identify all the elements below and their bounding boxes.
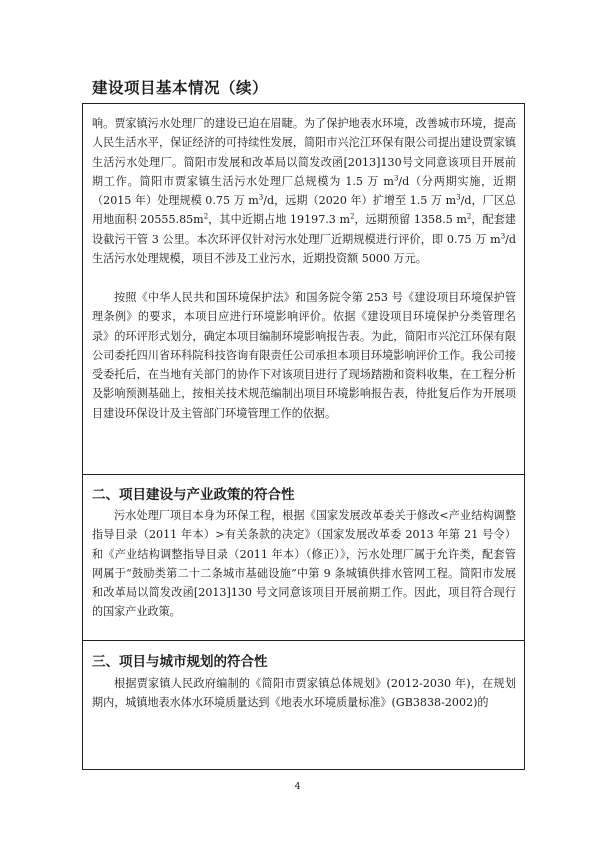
text-run: /d，厂区总用地面积 20555.85m [92,194,517,227]
superscript: 2 [466,212,472,221]
section-3-body: 根据贾家镇人民政府编制的《简阳市贾家镇总体规划》(2012-2030 年)，在规划期内，城镇地表水体水环境质量达到《地表水环境质量标准》(GB3838-2002)的 [92,677,516,710]
section-divider [83,474,524,475]
superscript: 3 [456,193,461,202]
section-2-body: 污水处理厂项目本身为环保工程，根据《国家发展改革委关于修改<产业结构调整指导目录（2011 年本）>有关条款的决定》（国家发展改革委 2013 年第 21 号令）和《产业结构调整指导目录（2011 年本）（修正）》，污水处理厂属于允许类，配套管网属于“鼓励类第二十二条城市基础设施”中第 9 条城镇供排水管网工程。简阳市发展和改革局以简发改函[2013]130 号文同意该项目开展前期工作。因此，项目符合现行的国家产业政策。 [92,509,516,619]
superscript: 2 [349,212,355,221]
text-run: 响。贾家镇污水处理厂的建设已迫在眉睫。为了保护地表水环境，改善城市环境，提高人民生活水平，保证经济的可持续性发展，简阳市兴沱江环保有限公司提出建设贾家镇生活污水处理厂。简阳市发展和改革局以简发改函[2013]130号文同意该项目开展前期工作。简阳市贾家镇生活污水处理厂总规模为 1.5 万 m [92,117,516,188]
section-divider [83,640,524,641]
project-description-paragraph [92,114,516,268]
text-run: /d 生活污水处理规模，项目不涉及工业污水，近期投资额 5000 万元。 [92,232,516,266]
text-run: ，其中近期占地 19197.3 m [208,213,350,227]
section-2-title: 二、项目建设与产业政策的符合性 [92,487,295,503]
text-run: /d（分两期实施，近期（2015 年）处理规模 0.75 万 m [92,174,516,208]
text-run: ，远期预留 1358.5 m [354,213,467,227]
eia-basis-paragraph: 按照《中华人民共和国环境保护法》和国务院令第 253 号《建设项目环境保护管理条例》的要求，本项目应进行环境影响评价。依据《建设项目环境保护分类管理名录》的环评形式划分，确定本项目编制环境影响报告表。为此，简阳市兴沱江环保有限公司委托四川省环科院科技咨询有限责任公司承担本项目环境影响评价工作。我公司接受委托后，在当地有关部门的协作下对该项目进行了现场踏勘和资料收集，在工程分析及影响预测基础上，按相关技术规范编制出项目环境影响报告表，待批复后作为开展项目建设环保设计及主管部门环境管理工作的依据。 [92,291,516,420]
superscript: 3 [393,174,399,183]
superscript: 3 [500,232,506,241]
content-frame [82,103,525,770]
text-run: /d，远期（2020 年）扩增至 1.5 万 m [263,194,457,208]
section-3-title: 三、项目与城市规划的符合性 [92,654,268,670]
superscript: 3 [258,193,264,202]
page-number: 4 [294,781,301,792]
superscript: 2 [203,212,209,221]
text-run: ，配套建设截污干管 3 公里。本次环评仅针对污水处理厂近期规模进行评价，即 0.75 万 m [92,213,516,246]
page-title: 建设项目基本情况（续） [92,79,269,97]
